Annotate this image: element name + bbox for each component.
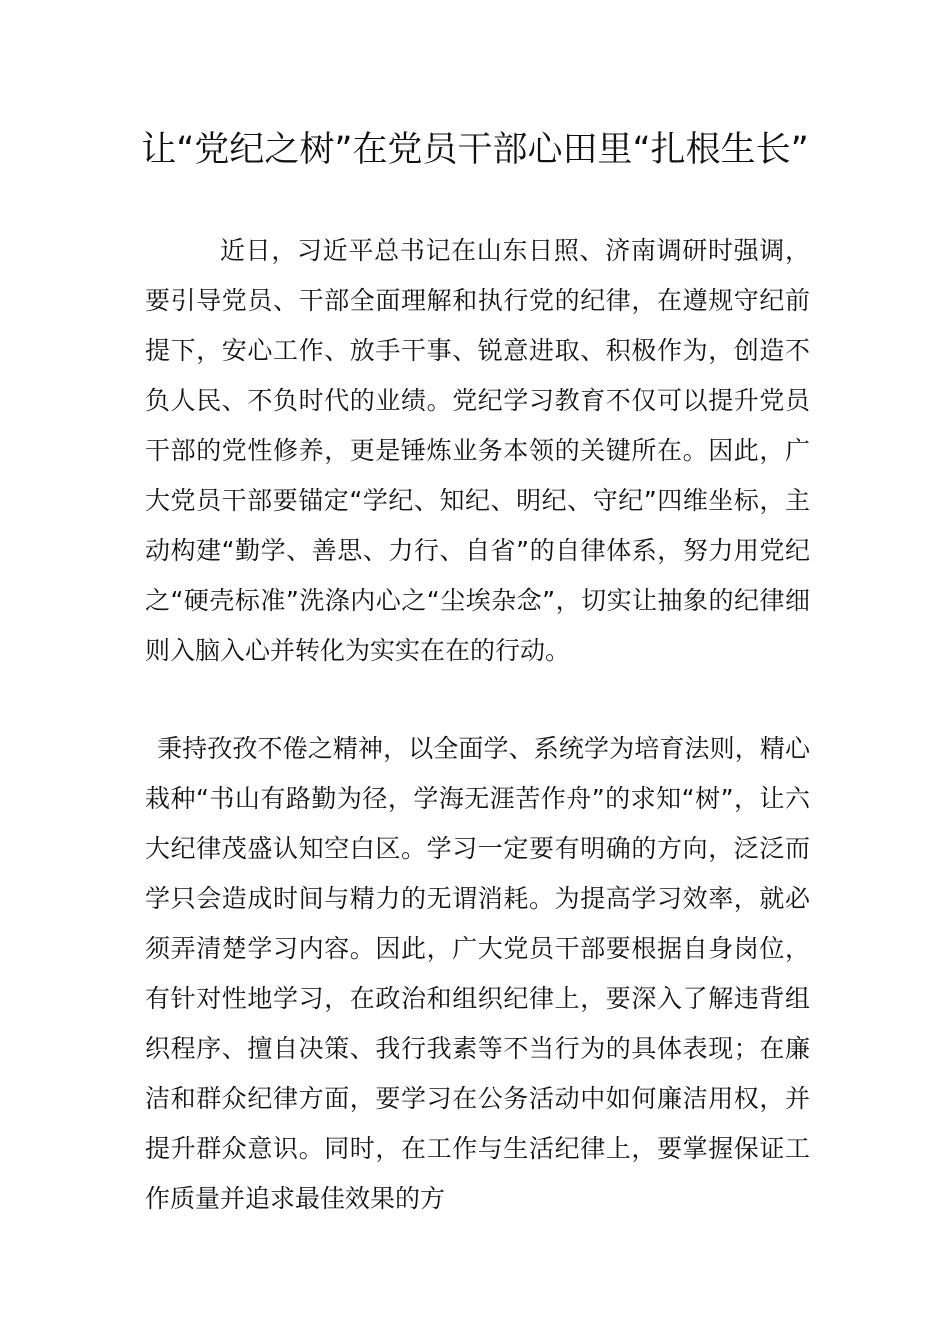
document-title: 让“党纪之树”在党员干部心田里“扎根生长” <box>141 130 809 170</box>
paragraph-1: 近日，习近平总书记在山东日照、济南调研时强调，要引导党员、干部全面理解和执行党的纪律，在遵规守纪前提下，安心工作、放手干事、锐意进取、积极作为，创造不负人民、不负时代的业绩。党纪学习教育不仅可以提升党员干部的党性修养，更是锤炼业务本领的关键所在。因此，广大党员干部要锚定“学纪、知纪、明纪、守纪”四维坐标，主动构建“勤学、善思、力行、自省”的自律体系，努力用党纪之“硬壳标准”洗涤内心之“尘埃杂念”，切实让抽象的纪律细则入脑入心并转化为实实在在的行动。 <box>145 236 810 665</box>
paragraph-2: 秉持孜孜不倦之精神，以全面学、系统学为培育法则，精心栽种“书山有路勤为径，学海无涯苦作舟”的求知“树”，让六大纪律茂盛认知空白区。学习一定要有明确的方向，泛泛而学只会造成时间与精力的无谓消耗。为提高学习效率，就必须弄清楚学习内容。因此，广大党员干部要根据自身岗位，有针对性地学习，在政治和组织纪律上，要深入了解违背组织程序、擅自决策、我行我素等不当行为的具体表现；在廉洁和群众纪律方面，要学习在公务活动中如何廉洁用权，并提升群众意识。同时，在工作与生活纪律上，要掌握保证工作质量并追求最佳效果的方 <box>145 734 810 1213</box>
